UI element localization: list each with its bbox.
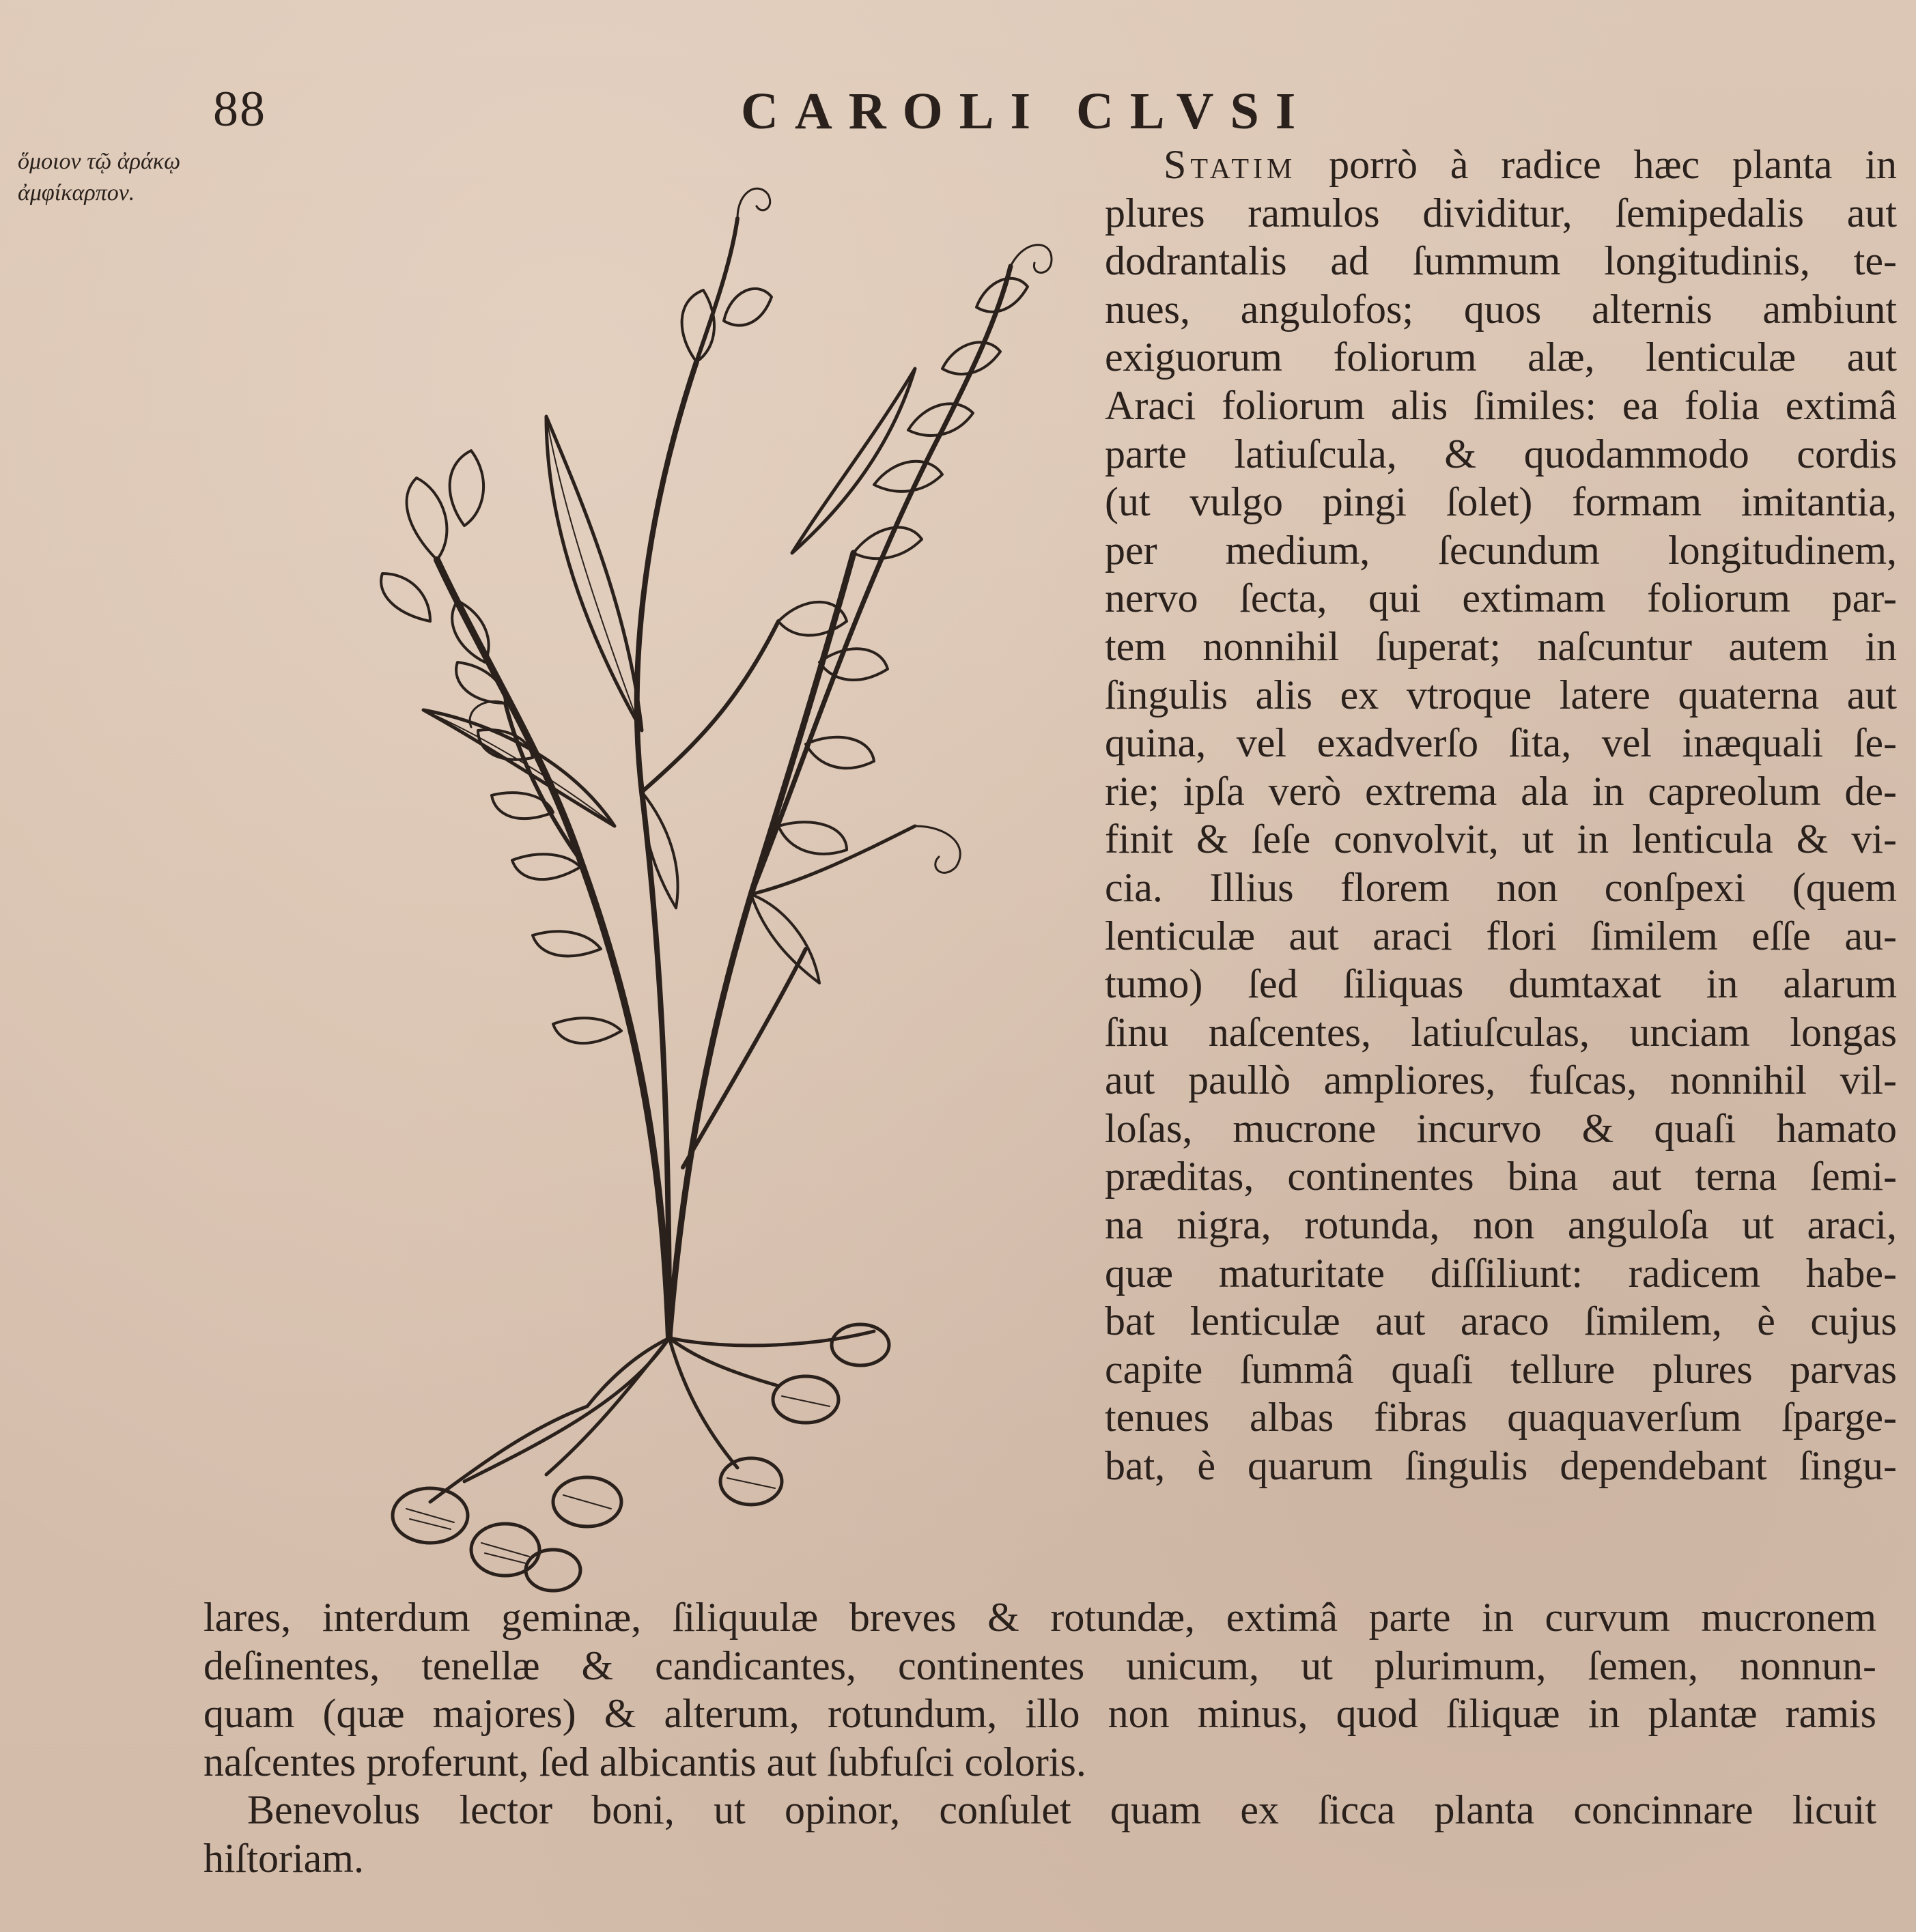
text-line: dodrantalis ad ſummum longitudinis, te-	[1105, 238, 1897, 284]
running-head: CAROLI CLVSI	[741, 83, 1312, 140]
text-line: cia. Illius florem non conſpexi (quem	[1105, 864, 1897, 910]
text-line: ſinu naſcentes, latiuſculas, unciam longas	[1105, 1009, 1897, 1055]
text-line: naſcentes proferunt, ſed albicantis aut ſubfuſci coloris.	[203, 1739, 1086, 1785]
lead-word: Statim	[1164, 142, 1297, 187]
text-line: hiſtoriam.	[203, 1835, 364, 1881]
text-line: parte latiuſcula, & quodammodo cordis	[1105, 431, 1897, 477]
text-column	[1105, 141, 1897, 1490]
text-line: ſingulis alis ex vtroque latere quaterna aut	[1105, 672, 1897, 718]
text-line: loſas, mucrone incurvo & quaſi hamato	[1105, 1105, 1897, 1151]
text-line: rie; ipſa verò extrema ala in capreolum de-	[1105, 768, 1897, 814]
text-line	[1105, 141, 1897, 189]
text-line: Araci foliorum alis ſimiles: ea folia extimâ	[1105, 382, 1897, 428]
text-line: aut paullò ampliores, fuſcas, nonnihil vil-	[1105, 1057, 1897, 1103]
margin-note-line: ἀμφίκαρπον.	[18, 180, 135, 205]
text-line: Benevolus lector boni, ut opinor, conſulet quam ex ſicca planta concinnare licuit	[247, 1787, 1876, 1833]
text-line: quina, vel exadverſo ſita, vel inæquali ſe-	[1105, 720, 1897, 766]
margin-note-line: ὅμοιον τῷ ἀράκῳ	[18, 149, 181, 174]
text-line: nervo ſecta, qui extimam foliorum par-	[1105, 576, 1897, 621]
text-line: exiguorum foliorum alæ, lenticulæ aut	[1105, 335, 1897, 380]
text-line: quæ maturitate diſſiliunt: radicem habe-	[1105, 1250, 1897, 1296]
text-line: capite ſummâ quaſi tellure plures parvas	[1105, 1346, 1897, 1392]
text-line: (ut vulgo pingi ſolet) formam imitantia,	[1105, 479, 1897, 525]
text-line: nues, angulofos; quos alternis ambiunt	[1105, 286, 1897, 332]
text-line: bat lenticulæ aut araco ſimilem, è cujus	[1105, 1298, 1897, 1344]
text-line: tumo) ſed ſiliquas dumtaxat in alarum	[1105, 961, 1897, 1007]
text-line: tenues albas fibras quaquaverſum ſparge-	[1105, 1395, 1897, 1440]
text-line: tem nonnihil ſuperat; naſcuntur autem in	[1105, 623, 1897, 669]
text-line: lenticulæ aut araci flori ſimilem eſſe au-	[1105, 913, 1897, 958]
text-line-rest: porrò à radice hæc planta in	[1296, 142, 1897, 187]
plant-woodcut-icon	[259, 143, 1079, 1604]
text-line: præditas, continentes bina aut terna ſemi-	[1105, 1154, 1897, 1199]
text-line: deſinentes, tenellæ & candicantes, continentes unicum, ut plurimum, ſemen, nonnun-	[203, 1643, 1876, 1688]
text-line: plures ramulos dividitur, ſemipedalis aut	[1105, 190, 1897, 236]
page-number: 88	[213, 81, 266, 137]
text-line: finit & ſeſe convolvit, ut in lenticula & vi-	[1105, 816, 1897, 862]
text-line: per medium, ſecundum longitudinem,	[1105, 527, 1897, 573]
text-line: quam (quæ majores) & alterum, rotundum, illo non minus, quod ſiliquæ in plantæ ramis	[203, 1691, 1876, 1737]
margin-note	[18, 146, 223, 209]
text-line: lares, interdum geminæ, ſiliquulæ breves & rotundæ, extimâ parte in curvum mucronem	[203, 1595, 1876, 1640]
text-line: bat, è quarum ſingulis dependebant ſingu-	[1105, 1443, 1897, 1489]
text-line: na nigra, rotunda, non anguloſa ut araci,	[1105, 1202, 1897, 1248]
full-width-text	[203, 1593, 1876, 1883]
